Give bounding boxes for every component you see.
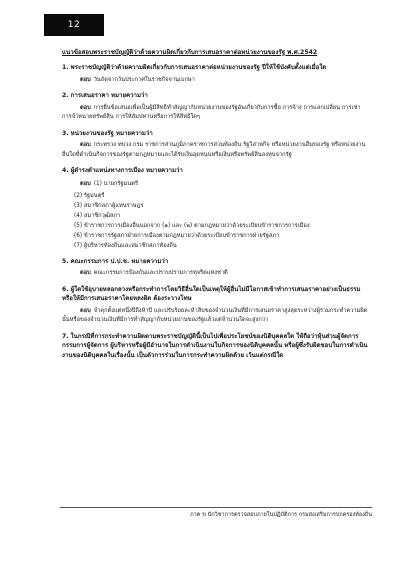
list-item: (7) ผู้บริหารท้องถิ่นและสมาชิกสภาท้องถิ่น bbox=[74, 242, 177, 249]
answer-lead: ตอบ bbox=[80, 104, 91, 111]
list-item: (3) สมาชิกสภาผู้แทนราษฎร bbox=[74, 202, 144, 209]
page-footer: ภาค ข นักวิชาการตรวจสอบภายในปฏิบัติการ กรมส่งเสริมการปกครองท้องถิ่น bbox=[189, 512, 372, 518]
answer-text: การยื่นข้อเสนอเพื่อเป็นผู้มีสิทธิทำสัญญากับหน่วยงานของรัฐอันเกี่ยวกับการซื้อ การจ้าง การแลกเปลี่ยน การเช่า การจำหน่ายทรัพย์สิน การให้สัมปทานหรือการให้สิทธิใดๆ bbox=[62, 104, 361, 120]
answer-1 bbox=[62, 76, 368, 86]
page-number-badge: 12 bbox=[44, 14, 104, 36]
question-5: 5. คณะกรรมการ ป.ป.ช. หมายความว่า bbox=[62, 257, 169, 265]
answer-6 bbox=[62, 307, 368, 326]
question-4: 4. ผู้ดำรงตำแหน่งทางการเมือง หมายความว่า bbox=[62, 167, 183, 174]
answer-lead: ตอบ bbox=[80, 142, 91, 148]
answer-text: จำคุกตั้งแต่หนึ่งปีถึงห้าปี และปรับร้อยละห้าสิบของจำนวนเงินที่มีการเสนอราคาสูงสุดระหว่างผู้ร่วมกระทำความผิดนั้นหรือของจำนวนเงินที่มีการทำสัญญากับหน่วยงานของรัฐแล้วแต่จำนวนใดจะสูงกว่า bbox=[62, 307, 368, 323]
answer-5 bbox=[62, 269, 368, 279]
answer-lead: ตอบ bbox=[80, 270, 91, 276]
question-6: 6. ผู้ใดใช้อุบายหลอกลวงหรือกระทำการโดยวิธีอื่นใดเป็นเหตุให้ผู้อื่นไม่มีโอกาสเข้าทำการเสนอราคาอย่างเป็นธรรมหรือให้มีการเสนอราคาโดยหลงผิด ต้องระวางโทษ bbox=[62, 285, 361, 302]
document-title: แนวข้อสอบพระราชบัญญัติว่าด้วยความผิดเกี่ยวกับการเสนอราคาต่อหน่วยงานของรัฐ พ.ศ.2542 bbox=[62, 49, 318, 56]
list-item: (2) รัฐมนตรี bbox=[74, 192, 105, 199]
answer-text: กระทรวง ทบวง กรม ราชการส่วนภูมิภาคราชการส่วนท้องถิ่น รัฐวิสาหกิจ หรือหน่วยงานอื่นของรัฐ หรือหน่วยงานอื่นใดที่ดำเนินกิจการของรัฐตามกฎหมายและได้รับเงินอุดหนุนหรือเงินหรือทรัพย์สินลงทุนจากรัฐ bbox=[62, 142, 366, 158]
answer-text: คณะกรรมการป้องกันและปราบปรามการทุจริตแห่งชาติ bbox=[93, 270, 228, 276]
question-3: 3. หน่วยงานของรัฐ หมายความว่า bbox=[62, 129, 153, 137]
list-item: (5) ข้าราชการการเมืองอื่นนอกจาก (๑) และ (๒) ตามกฎหมายว่าด้วยระเบียบข้าราชการการเมือง bbox=[74, 222, 310, 229]
answer-lead: ตอบ bbox=[80, 307, 91, 314]
list-item: (4) สมาชิกวุฒิสภา bbox=[74, 212, 121, 219]
question-1: 1. พระราชบัญญัติว่าด้วยความผิดเกี่ยวกับการเสนอราคาต่อหน่วยงานของรัฐ ปีให้ใช้บังคับตั้งแต่เมื่อใด bbox=[62, 64, 327, 71]
answer-text: วันถัดจากวันประกาศในราชกิจจานุเบกษา bbox=[93, 76, 195, 83]
document-body bbox=[62, 48, 368, 363]
footer-divider bbox=[60, 507, 372, 508]
answer-3 bbox=[62, 141, 368, 160]
question-2: 2. การเสนอราคา หมายความว่า bbox=[62, 92, 148, 99]
answer-4-list bbox=[62, 191, 368, 251]
answer-lead: ตอบ bbox=[80, 180, 91, 187]
answer-lead: ตอบ bbox=[80, 76, 91, 83]
question-7: 7. ในกรณีที่การกระทำความผิดตามพระราชบัญญัตินี้เป็นไปเพื่อประโยชน์ของนิติบุคคลใด ให้ถือว่าหุ้นส่วนผู้จัดการ กรรมการผู้จัดการ ผู้บริหารหรือผู้มีอำนาจในการดำเนินงานในกิจการของนิติบุคคลนั้น หรือผู้ซึ่งรับผิดชอบในการดำเนินงานของนิติบุคคลในเรื่องนั้น เป็นตัวการร่วมในการกระทำความผิดด้วย เว้นแต่กรณีใด bbox=[62, 332, 368, 359]
list-item: (6) ข้าราชการรัฐสภาฝ่ายการเมืองตามกฎหมายว่าด้วยระเบียบข้าราชการฝ่ายรัฐสภา bbox=[74, 232, 280, 239]
answer-text: (1) นายกรัฐมนตรี bbox=[93, 180, 139, 187]
answer-2 bbox=[62, 104, 368, 123]
answer-4 bbox=[62, 179, 368, 189]
